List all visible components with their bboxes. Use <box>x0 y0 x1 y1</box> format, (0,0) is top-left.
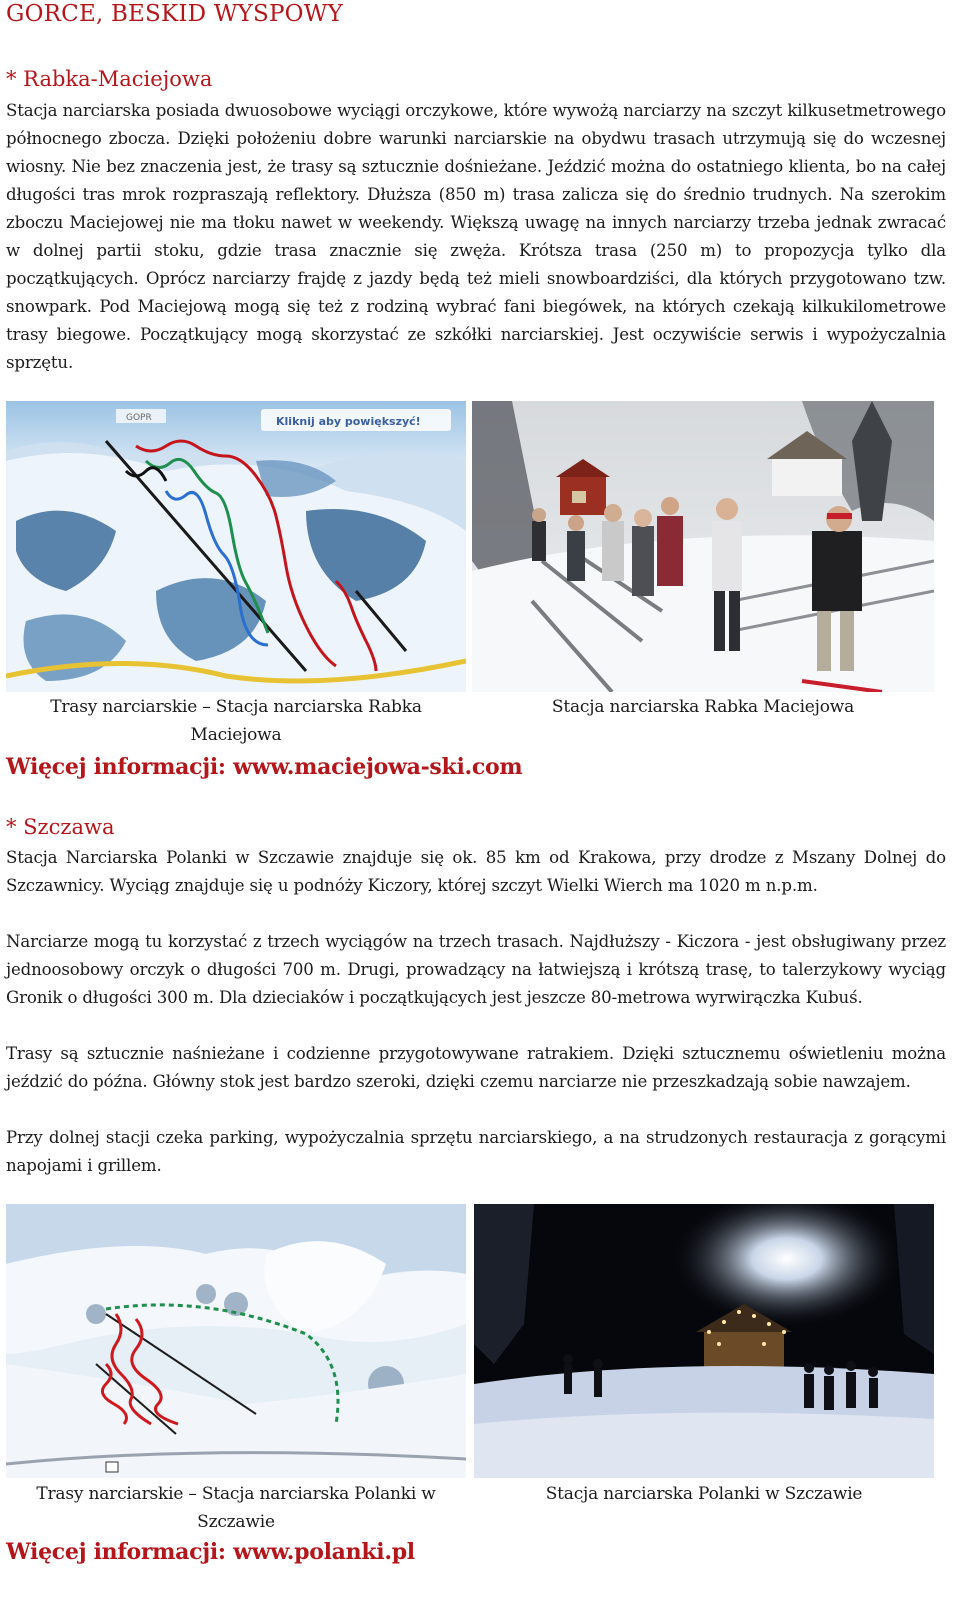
szczawa-paragraph-2: Narciarze mogą tu korzystać z trzech wyciągów na trzech trasach. Najdłuższy - Kiczora - jest obsługiwany przez jednoosobowy orczyk o długości 700 m. Drugi, prowadzący na łatwiejszą i krótszą trasę, to talerzykowy wyciąg Gronik o długości 300 m. Dla dzieciaków i początkujących jest jeszcze 80-metrowa wyrwirączka Kubuś. <box>6 932 946 1007</box>
rabka-station-photo[interactable] <box>472 401 934 692</box>
rabka-trail-map-image[interactable] <box>6 401 466 692</box>
szczawa-paragraph-4: Przy dolnej stacji czeka parking, wypożyczalnia sprzętu narciarskiego, a na strudzonych restauracja z gorącymi napojami i grillem. <box>6 1128 946 1175</box>
rabka-description: Stacja narciarska posiada dwuosobowe wyciągi orczykowe, które wywożą narciarzy na szczyt kilkusetmetrowego północnego zbocza. Dzięki położeniu dobre warunki narciarskie na obydwu trasach utrzymują się do wczesnej wiosny. Nie bez znaczenia jest, że trasy są sztucznie dośnieżane. Jeździć można do ostatniego klienta, bo na całej długości tras mrok rozpraszają reflektory. Dłuższa (850 m) trasa zalicza się do średnio trudnych. Na szerokim zboczu Maciejowej nie ma tłoku nawet w weekendy. Większą uwagę na innych narciarzy trzeba jednak zwracać w dolnej partii stoku, gdzie trasa znacznie się zwęża. Krótsza trasa (250 m) to propozycja tylko dla początkujących. Oprócz narciarzy frajdę z jazdy będą też mieli snowboardziści, dla których przygotowano tzw. snowpark. Pod Maciejową mogą się też z rodziną wybrać fani biegówek, na których czekają kilkukilometrowe trasy biegowe. Początkujący mogą skorzystać ze szkółki narciarskiej. Jest oczywiście serwis i wypożyczalnia sprzętu. <box>6 101 946 372</box>
szczawa-trail-map-image[interactable] <box>6 1204 466 1478</box>
map-banner-text: Kliknij aby powiększyć! <box>276 415 421 428</box>
rabka-more-info <box>6 753 522 781</box>
rabka-website-link[interactable]: www.maciejowa-ski.com <box>233 754 523 780</box>
section-title-rabka: * Rabka-Maciejowa <box>6 67 213 91</box>
szczawa-photo-caption: Stacja narciarska Polanki w Szczawie <box>545 1484 863 1504</box>
szczawa-more-info <box>6 1538 415 1566</box>
szczawa-paragraph-3: Trasy są sztucznie naśnieżane i codzienne przygotowywane ratrakiem. Dzięki sztucznemu oświetleniu można jeździć do późna. Główny stok jest bardzo szeroki, dzięki czemu narciarze nie przeszkadzają sobie nawzajem. <box>6 1044 946 1091</box>
szczawa-map-caption: Trasy narciarskie – Stacja narciarska Polanki w Szczawie <box>36 1484 436 1532</box>
szczawa-website-link[interactable]: www.polanki.pl <box>233 1539 415 1565</box>
szczawa-station-photo[interactable] <box>474 1204 934 1478</box>
section-title-szczawa: * Szczawa <box>6 815 115 839</box>
rabka-map-caption: Trasy narciarskie – Stacja narciarska Rabka Maciejowa <box>50 697 422 745</box>
region-heading: GORCE, BESKID WYSPOWY <box>6 1 343 27</box>
szczawa-paragraph-1: Stacja Narciarska Polanki w Szczawie znajduje się ok. 85 km od Krakowa, przy drodze z Mszany Dolnej do Szczawnicy. Wyciąg znajduje się u podnóży Kiczory, której szczyt Wielki Wierch ma 1020 m n.p.m. <box>6 848 946 895</box>
map-badge-text: GOPR <box>126 413 152 423</box>
more-info-label: Więcej informacji: <box>6 1539 234 1565</box>
more-info-label: Więcej informacji: <box>6 754 234 780</box>
rabka-photo-caption: Stacja narciarska Rabka Maciejowa <box>551 697 855 717</box>
